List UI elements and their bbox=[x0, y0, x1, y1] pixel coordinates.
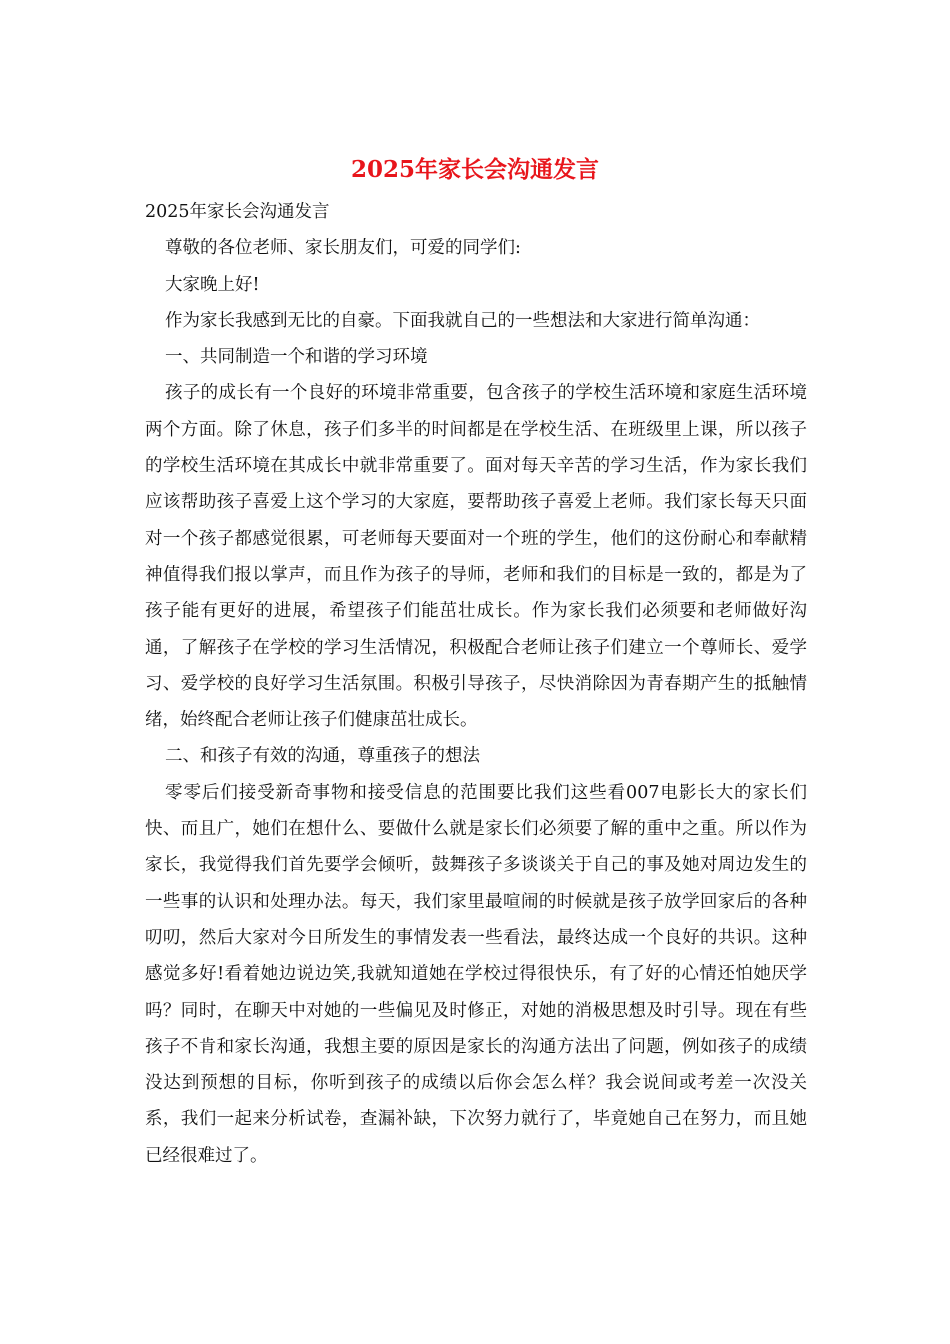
paragraph-section-2: 零零后们接受新奇事物和接受信息的范围要比我们这些看007电影长大的家长们快、而且广，她们在想什么、要做什么就是家长们必须要了解的重中之重。所以作为家长，我觉得我们首先要学会倾听，鼓舞孩子多谈谈关于自己的事及她对周边发生的一些事的认识和处理办法。每天，我们家里最喧闹的时候就是孩子放学回家后的各种叨叨，然后大家对今日所发生的事情发表一些看法，最终达成一个良好的共识。这种感觉多好!看着她边说边笑,我就知道她在学校过得很快乐，有了好的心情还怕她厌学吗？同时，在聊天中对她的一些偏见及时修正，对她的消极思想及时引导。现在有些孩子不肯和家长沟通，我想主要的原因是家长的沟通方法出了问题，例如孩子的成绩没达到预想的目标，你听到孩子的成绩以后你会怎么样？我会说间或考差一次没关系，我们一起来分析试卷，查漏补缺，下次努力就行了，毕竟她自己在努力，而且她已经很难过了。 bbox=[145, 782, 807, 1166]
section-heading-1: 一、共同制造一个和谐的学习环境 bbox=[165, 347, 428, 368]
document-title: 2025年家长会沟通发言 bbox=[350, 156, 599, 183]
paragraph-section-1: 孩子的成长有一个良好的环境非常重要，包含孩子的学校生活环境和家庭生活环境两个方面。除了休息，孩子们多半的时间都是在学校生活、在班级里上课，所以孩子的学校生活环境在其成长中就非常重要了。面对每天辛苦的学习生活，作为家长我们应该帮助孩子喜爱上这个学习的大家庭，要帮助孩子喜爱上老师。我们家长每天只面对一个孩子都感觉很累，可老师每天要面对一个班的学生，他们的这份耐心和奉献精神值得我们报以掌声，而且作为孩子的导师，老师和我们的目标是一致的，都是为了孩子能有更好的进展，希望孩子们能茁壮成长。作为家长我们必须要和老师做好沟通，了解孩子在学校的学习生活情况，积极配合老师让孩子们建立一个尊师长、爱学习、爱学校的良好学习生活氛围。积极引导孩子，尽快消除因为青春期产生的抵触情绪，始终配合老师让孩子们健康茁壮成长。 bbox=[145, 383, 807, 731]
paragraph-greeting: 尊敬的各位老师、家长朋友们，可爱的同学们: bbox=[165, 238, 521, 259]
paragraph-intro: 作为家长我感到无比的自豪。下面我就自己的一些想法和大家进行简单沟通： bbox=[165, 310, 760, 331]
document-subtitle: 2025年家长会沟通发言 bbox=[145, 202, 330, 222]
section-heading-2: 二、和孩子有效的沟通，尊重孩子的想法 bbox=[165, 746, 480, 767]
document-body bbox=[145, 194, 807, 1174]
paragraph-salutation: 大家晚上好! bbox=[165, 274, 260, 295]
